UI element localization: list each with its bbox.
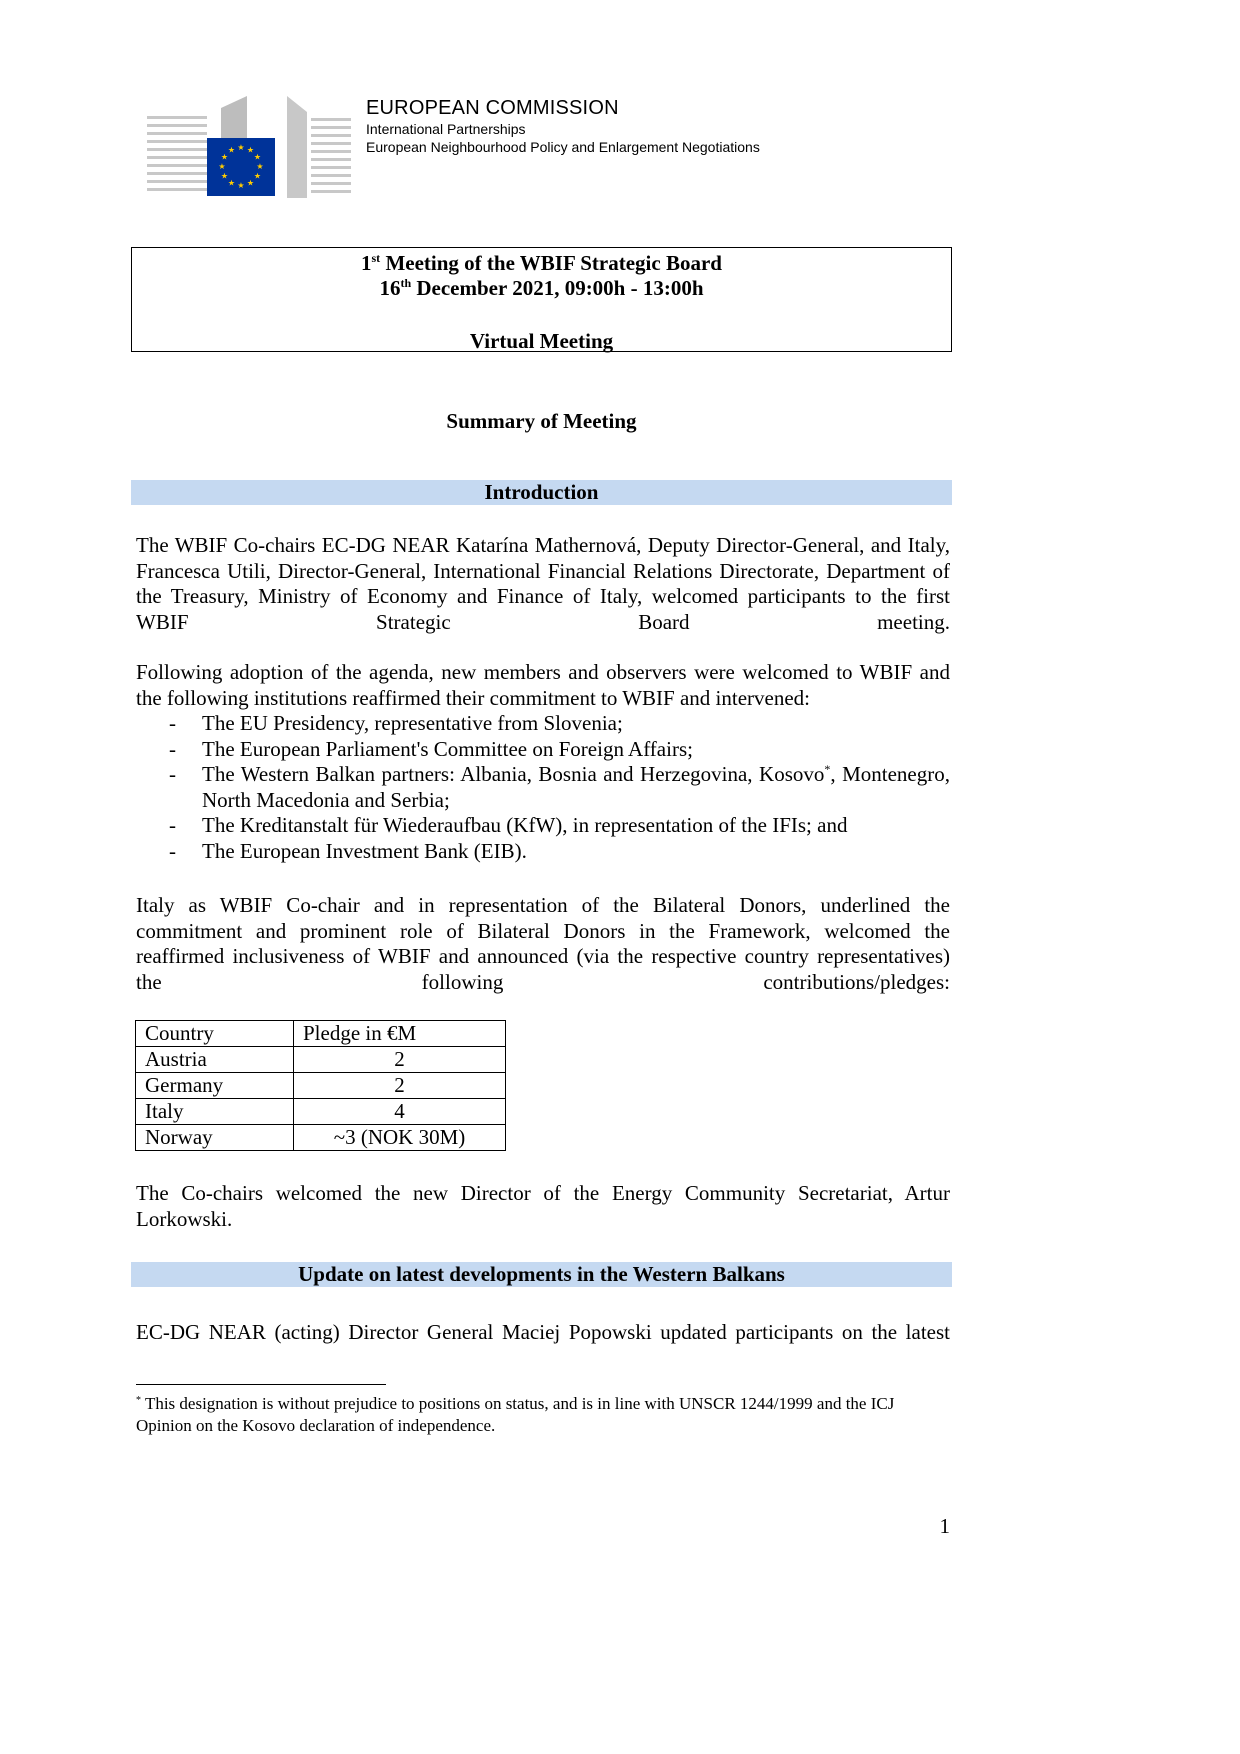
- svg-text:★: ★: [246, 145, 255, 155]
- svg-text:★: ★: [246, 178, 255, 188]
- organization-header: [366, 96, 760, 156]
- footnote-reference: *: [824, 762, 831, 777]
- list-item: - The European Parliament's Committee on Foreign Affairs;: [169, 736, 693, 761]
- list-item: - The Kreditanstalt für Wiederaufbau (KfW), in representation of the IFIs; and: [169, 813, 848, 838]
- column-header-pledge: Pledge in €M: [294, 1021, 506, 1047]
- table-row: [136, 1099, 506, 1125]
- list-item: - The Western Balkan partners: Albania, Bosnia and Herzegovina, Kosovo*, Montenegro, North Macedonia and Serbia;: [169, 762, 950, 812]
- table-row: [136, 1047, 506, 1073]
- paragraph-energy-community: The Co-chairs welcomed the new Director of the Energy Community Secretariat, Artur Lorkowski.: [136, 1181, 950, 1231]
- institutions-list: [136, 711, 950, 865]
- paragraph-agenda: Following adoption of the agenda, new members and observers were welcomed to WBIF and the following institutions reaffirmed their commitment to WBIF and intervened:: [136, 660, 950, 710]
- table-cell-country: Austria: [136, 1047, 294, 1073]
- column-header-country: Country: [136, 1021, 294, 1047]
- table-cell-pledge: 2: [294, 1073, 506, 1099]
- table-cell-country: Italy: [136, 1099, 294, 1125]
- table-cell-pledge: 2: [294, 1047, 506, 1073]
- table-header-row: [136, 1021, 506, 1047]
- footnote-marker: *: [136, 1395, 141, 1406]
- table-cell-country: Germany: [136, 1073, 294, 1099]
- table-cell-pledge: 4: [294, 1099, 506, 1125]
- svg-text:★: ★: [218, 162, 226, 171]
- page-number: 1: [939, 1514, 950, 1538]
- paragraph-latest-developments: EC-DG NEAR (acting) Director General Maciej Popowski updated participants on the latest: [136, 1320, 950, 1344]
- summary-heading: Summary of Meeting: [446, 409, 637, 433]
- meeting-format: Virtual Meeting: [469, 329, 614, 353]
- svg-text:★: ★: [237, 143, 245, 152]
- section-heading-introduction: Introduction: [131, 480, 952, 505]
- svg-text:★: ★: [227, 145, 236, 155]
- meeting-date: 16th December 2021, 09:00h - 13:00h: [379, 276, 704, 300]
- svg-text:★: ★: [256, 162, 264, 171]
- organization-department: European Neighbourhood Policy and Enlargement Negotiations: [366, 139, 760, 155]
- svg-text:★: ★: [253, 171, 262, 181]
- svg-text:★: ★: [220, 171, 229, 181]
- svg-text:★: ★: [253, 152, 262, 162]
- list-item: - The European Investment Bank (EIB).: [169, 838, 527, 863]
- footnote-separator: [136, 1384, 386, 1385]
- footnote-text: This designation is without prejudice to positions on status, and is in line with UNSCR 1244/1999 and the ICJ Opinion on the Kosovo declaration of independence.: [136, 1394, 895, 1435]
- meeting-title-box: [131, 247, 952, 352]
- eu-flag-icon: [207, 138, 275, 196]
- pledge-table: [135, 1020, 506, 1151]
- table-row: [136, 1125, 506, 1151]
- table-cell-country: Norway: [136, 1125, 294, 1151]
- svg-text:★: ★: [220, 152, 229, 162]
- meeting-title: 1st Meeting of the WBIF Strategic Board: [361, 251, 722, 275]
- svg-text:★: ★: [237, 181, 245, 190]
- paragraph-bilateral-donors: Italy as WBIF Co-chair and in representation of the Bilateral Donors, underlined the commitment and prominent role of Bilateral Donors in the Framework, welcomed the reaffirmed inclusiveness of WBIF and announced (via the respective country representatives) the following contributions/pledges:: [136, 893, 950, 994]
- footnote: [136, 1393, 950, 1437]
- table-row: [136, 1073, 506, 1099]
- table-cell-pledge: ~3 (NOK 30M): [294, 1125, 506, 1151]
- organization-directorate: International Partnerships: [366, 121, 526, 137]
- svg-text:★: ★: [227, 178, 236, 188]
- section-heading-western-balkans: Update on latest developments in the Western Balkans: [131, 1262, 952, 1287]
- paragraph-cochairs: The WBIF Co-chairs EC-DG NEAR Katarína Mathernová, Deputy Director-General, and Italy, Francesca Utili, Director-General, International Financial Relations Directorate, Department of the Treasury, Ministry of Economy and Finance of Italy, welcomed participants to the first WBIF Strategic Board meeting.: [136, 533, 950, 634]
- organization-name: EUROPEAN COMMISSION: [366, 97, 619, 119]
- european-commission-logo: [147, 94, 351, 198]
- list-item: - The EU Presidency, representative from Slovenia;: [169, 711, 623, 735]
